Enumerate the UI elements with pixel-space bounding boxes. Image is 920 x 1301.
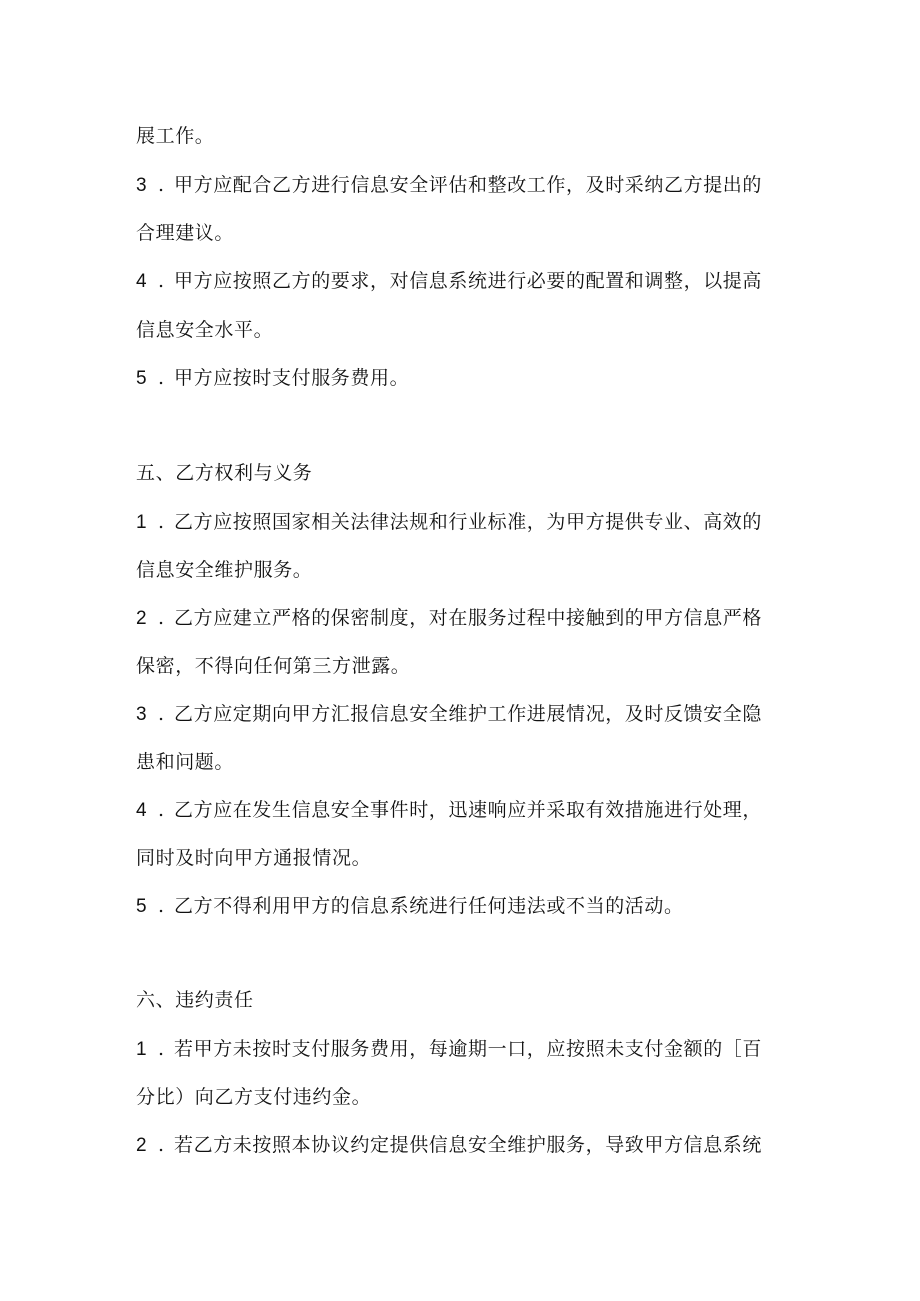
item-number: 5 [136, 896, 148, 917]
line-text: 若甲方未按时支付服务费用，每逾期一口，应按照未支付金额的［百 [174, 1038, 763, 1060]
list-item-line: 3 . 乙方应定期向甲方汇报信息安全维护工作进展情况，及时反馈安全隐 [136, 703, 763, 725]
list-item-line: 2 . 乙方应建立严格的保密制度，对在服务过程中接触到的甲方信息严格 [136, 607, 763, 629]
item-number: 4 [136, 271, 148, 292]
list-item-line: 1 . 若甲方未按时支付服务费用，每逾期一口，应按照未支付金额的［百 [136, 1038, 763, 1060]
paragraph-line [136, 124, 776, 148]
line-text: 甲方应按时支付服务费用。 [174, 367, 410, 389]
list-item-line: 5 . 甲方应按时支付服务费用。 [136, 367, 410, 389]
line-text: 乙方应建立严格的保密制度，对在服务过程中接触到的甲方信息严格 [174, 607, 763, 629]
item-number: 5 [136, 368, 148, 389]
item-number: 1 [136, 512, 148, 533]
item-number: 4 [136, 800, 148, 821]
line-text: 合理建议。 [136, 222, 235, 244]
line-text: 患和问题。 [136, 751, 235, 773]
line-text: 分比）向乙方支付违约金。 [136, 1086, 372, 1108]
item-number: 2 [136, 608, 148, 629]
paragraph-line [136, 750, 776, 774]
list-item-line: 2 . 若乙方未按照本协议约定提供信息安全维护服务，导致甲方信息系统 [136, 1134, 763, 1156]
paragraph-line [136, 558, 776, 582]
line-text: 信息安全维护服务。 [136, 559, 313, 581]
paragraph-line [136, 221, 776, 245]
line-text: 乙方应定期向甲方汇报信息安全维护工作进展情况，及时反馈安全隐 [174, 703, 763, 725]
line-text: 甲方应按照乙方的要求，对信息系统进行必要的配置和调整，以提高 [174, 270, 763, 292]
paragraph-line [136, 318, 776, 342]
line-text: 乙方应在发生信息安全事件时，迅速响应并采取有效措施进行处理， [174, 799, 763, 821]
item-number: 2 [136, 1135, 148, 1156]
list-item-line: 4 . 甲方应按照乙方的要求，对信息系统进行必要的配置和调整，以提高 [136, 270, 763, 292]
line-text: 展工作。 [136, 125, 215, 147]
line-text: 同时及时向甲方通报情况。 [136, 847, 372, 869]
line-text: 甲方应配合乙方进行信息安全评估和整改工作，及时采纳乙方提出的 [174, 174, 763, 196]
section-heading [136, 461, 776, 485]
paragraph-line [136, 654, 776, 678]
item-number: 3 [136, 175, 148, 196]
line-text: 若乙方未按照本协议约定提供信息安全维护服务，导致甲方信息系统 [174, 1134, 763, 1156]
paragraph-line [136, 846, 776, 870]
heading-text: 五、乙方权利与义务 [136, 462, 313, 484]
list-item-line: 3 . 甲方应配合乙方进行信息安全评估和整改工作，及时采纳乙方提出的 [136, 174, 763, 196]
list-item-line: 1 . 乙方应按照国家相关法律法规和行业标准，为甲方提供专业、高效的 [136, 511, 763, 533]
line-text: 乙方不得利用甲方的信息系统进行任何违法或不当的活动。 [174, 895, 684, 917]
line-text: 保密，不得向任何第三方泄露。 [136, 655, 411, 677]
item-number: 3 [136, 704, 148, 725]
list-item-line: 5 . 乙方不得利用甲方的信息系统进行任何违法或不当的活动。 [136, 895, 684, 917]
item-number: 1 [136, 1039, 148, 1060]
section-heading [136, 988, 776, 1012]
list-item-line: 4 . 乙方应在发生信息安全事件时，迅速响应并采取有效措施进行处理， [136, 799, 763, 821]
line-text: 乙方应按照国家相关法律法规和行业标准，为甲方提供专业、高效的 [174, 511, 763, 533]
line-text: 信息安全水平。 [136, 319, 274, 341]
heading-text: 六、违约责任 [136, 989, 254, 1011]
paragraph-line [136, 1085, 776, 1109]
